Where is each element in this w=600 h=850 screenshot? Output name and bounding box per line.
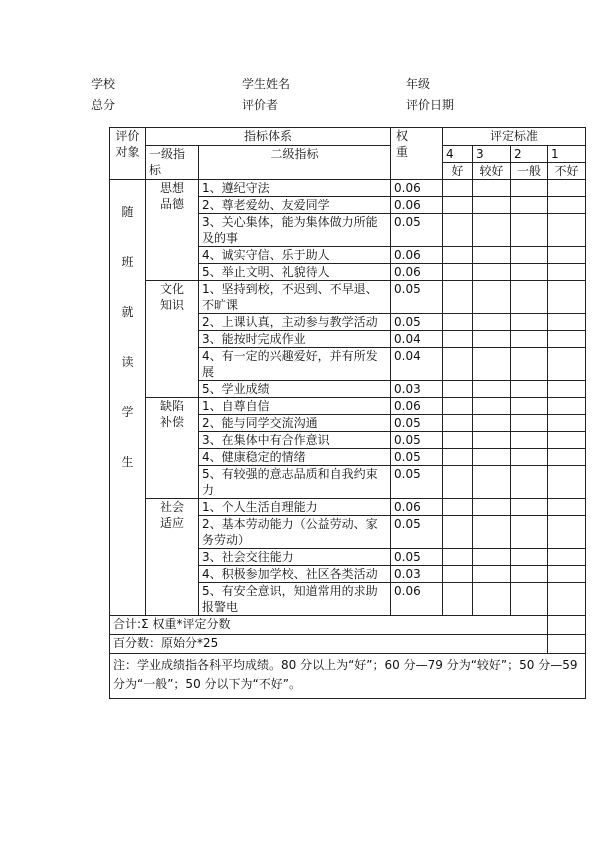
score-cell[interactable] [511, 566, 548, 583]
weight-value: 0.03 [391, 381, 443, 398]
score-cell[interactable] [511, 264, 548, 281]
weight-value: 0.04 [391, 331, 443, 348]
indicator-text: 4、健康稳定的情绪 [199, 449, 391, 466]
object-char: 就 [121, 305, 134, 319]
weight-value: 0.04 [391, 348, 443, 381]
indicator-text: 4、积极参加学校、社区各类活动 [199, 566, 391, 583]
score-cell[interactable] [443, 398, 473, 415]
score-cell[interactable] [511, 314, 548, 331]
score-cell[interactable] [443, 432, 473, 449]
score-cell[interactable] [473, 381, 511, 398]
score-cell[interactable] [473, 466, 511, 499]
score-cell[interactable] [548, 398, 586, 415]
indicator-text: 4、诚实守信、乐于助人 [199, 247, 391, 264]
total-score-label: 总分 [91, 98, 116, 112]
score-cell[interactable] [473, 566, 511, 583]
indicator-text: 1、自尊自信 [199, 398, 391, 415]
indicator-text: 3、关心集体，能为集体做力所能及的事 [199, 214, 391, 247]
score-cell[interactable] [443, 247, 473, 264]
score-cell[interactable] [511, 398, 548, 415]
score-cell[interactable] [511, 449, 548, 466]
indicator-text: 3、能按时完成作业 [199, 331, 391, 348]
score-2-label: 一般 [511, 163, 548, 180]
score-cell[interactable] [511, 214, 548, 247]
indicator-text: 4、有一定的兴趣爱好，并有所发展 [199, 348, 391, 381]
indicator-text: 3、在集体中有合作意识 [199, 432, 391, 449]
score-cell[interactable] [473, 247, 511, 264]
eval-object-header: 评价 对象 [110, 128, 146, 180]
weight-value: 0.05 [391, 549, 443, 566]
score-cell[interactable] [548, 415, 586, 432]
weight-value: 0.06 [391, 398, 443, 415]
total-row-label: 合计:Σ 权重*评定分数 [110, 616, 548, 635]
percent-row-label: 百分数：原始分*25 [110, 635, 548, 654]
score-cell[interactable] [511, 432, 548, 449]
score-cell[interactable] [548, 432, 586, 449]
score-cell[interactable] [473, 264, 511, 281]
score-cell[interactable] [473, 214, 511, 247]
score-cell[interactable] [548, 214, 586, 247]
score-cell[interactable] [511, 197, 548, 214]
score-cell[interactable] [443, 449, 473, 466]
weight-value: 0.06 [391, 180, 443, 197]
score-cell[interactable] [548, 381, 586, 398]
weight-value: 0.05 [391, 415, 443, 432]
score-cell[interactable] [473, 180, 511, 197]
score-4-num: 4 [443, 146, 473, 163]
indicator-text: 5、举止文明、礼貌待人 [199, 264, 391, 281]
standard-header: 评定标准 [443, 128, 586, 146]
score-cell[interactable] [511, 331, 548, 348]
score-cell[interactable] [443, 314, 473, 331]
weight-value: 0.05 [391, 281, 443, 314]
score-cell[interactable] [511, 499, 548, 516]
group-name: 文化 知识 [146, 281, 199, 398]
score-cell[interactable] [511, 247, 548, 264]
weight-value: 0.06 [391, 197, 443, 214]
weight-value: 0.05 [391, 314, 443, 331]
score-cell[interactable] [443, 381, 473, 398]
score-cell[interactable] [511, 381, 548, 398]
score-cell[interactable] [548, 264, 586, 281]
score-cell[interactable] [473, 432, 511, 449]
weight-value: 0.05 [391, 516, 443, 549]
student-name-label: 学生姓名 [242, 77, 291, 91]
score-cell[interactable] [511, 516, 548, 549]
score-cell[interactable] [473, 348, 511, 381]
score-cell[interactable] [511, 348, 548, 381]
indicator-text: 2、能与同学交流沟通 [199, 415, 391, 432]
weight-header: 权 重 [391, 128, 443, 180]
total-value-cell[interactable] [548, 616, 586, 635]
score-cell[interactable] [511, 415, 548, 432]
score-cell[interactable] [473, 583, 511, 616]
score-cell[interactable] [511, 466, 548, 499]
score-cell[interactable] [443, 415, 473, 432]
score-cell[interactable] [473, 398, 511, 415]
indicator-text: 1、个人生活自理能力 [199, 499, 391, 516]
weight-value: 0.05 [391, 466, 443, 499]
score-3-num: 3 [473, 146, 511, 163]
indicator-text: 2、基本劳动能力（公益劳动、家务劳动） [199, 516, 391, 549]
score-cell[interactable] [473, 516, 511, 549]
school-label: 学校 [91, 77, 116, 91]
level1-header: 一级指 标 [146, 146, 199, 180]
group-name: 思想 品德 [146, 180, 199, 281]
score-cell[interactable] [443, 331, 473, 348]
score-2-num: 2 [511, 146, 548, 163]
indicator-text: 5、学业成绩 [199, 381, 391, 398]
score-cell[interactable] [548, 180, 586, 197]
score-1-label: 不好 [548, 163, 586, 180]
eval-object-cell [110, 180, 146, 616]
level2-header: 二级指标 [199, 146, 391, 180]
score-cell[interactable] [443, 499, 473, 516]
score-cell[interactable] [443, 583, 473, 616]
weight-value: 0.06 [391, 499, 443, 516]
eval-date-label: 评价日期 [406, 98, 455, 112]
weight-value: 0.06 [391, 247, 443, 264]
score-cell[interactable] [473, 281, 511, 314]
score-cell[interactable] [548, 314, 586, 331]
score-cell[interactable] [511, 180, 548, 197]
weight-value: 0.06 [391, 264, 443, 281]
score-cell[interactable] [548, 331, 586, 348]
indicator-text: 2、上课认真，主动参与教学活动 [199, 314, 391, 331]
evaluation-table [109, 127, 586, 699]
score-cell[interactable] [511, 549, 548, 566]
score-cell[interactable] [548, 466, 586, 499]
indicator-text: 5、有安全意识，知道常用的求助报警电 [199, 583, 391, 616]
weight-value: 0.03 [391, 566, 443, 583]
score-cell[interactable] [443, 264, 473, 281]
score-cell[interactable] [548, 583, 586, 616]
score-cell[interactable] [443, 197, 473, 214]
score-cell[interactable] [443, 281, 473, 314]
score-1-num: 1 [548, 146, 586, 163]
score-cell[interactable] [511, 281, 548, 314]
object-char: 随 [121, 205, 134, 219]
score-4-label: 好 [443, 163, 473, 180]
object-char: 班 [121, 255, 134, 269]
indicator-system-header: 指标体系 [146, 128, 391, 146]
score-cell[interactable] [473, 314, 511, 331]
score-cell[interactable] [548, 566, 586, 583]
note-text: 注：学业成绩指各科平均成绩。80 分以上为“好”；60 分—79 分为“较好”；50 分—59 分为“一般”；50 分以下为“不好”。 [110, 654, 586, 699]
score-cell[interactable] [548, 247, 586, 264]
indicator-text: 3、社会交往能力 [199, 549, 391, 566]
score-cell[interactable] [443, 549, 473, 566]
score-cell[interactable] [548, 348, 586, 381]
evaluator-label: 评价者 [242, 98, 279, 112]
score-cell[interactable] [473, 197, 511, 214]
score-cell[interactable] [548, 449, 586, 466]
indicator-text: 5、有较强的意志品质和自我约束力 [199, 466, 391, 499]
score-cell[interactable] [548, 281, 586, 314]
score-cell[interactable] [473, 331, 511, 348]
score-cell[interactable] [511, 583, 548, 616]
score-cell[interactable] [473, 499, 511, 516]
weight-value: 0.05 [391, 214, 443, 247]
score-cell[interactable] [443, 566, 473, 583]
weight-value: 0.06 [391, 583, 443, 616]
object-char: 学 [121, 405, 134, 419]
indicator-text: 1、遵纪守法 [199, 180, 391, 197]
object-char: 生 [121, 455, 134, 469]
percent-value-cell[interactable] [548, 635, 586, 654]
score-cell[interactable] [443, 180, 473, 197]
indicator-text: 1、坚持到校，不迟到、不早退、不旷课 [199, 281, 391, 314]
score-cell[interactable] [548, 549, 586, 566]
score-cell[interactable] [473, 549, 511, 566]
score-cell[interactable] [473, 415, 511, 432]
group-name: 缺陷 补偿 [146, 398, 199, 499]
weight-value: 0.05 [391, 432, 443, 449]
score-cell[interactable] [443, 214, 473, 247]
group-name: 社会 适应 [146, 499, 199, 616]
object-char: 读 [121, 355, 134, 369]
score-cell[interactable] [443, 348, 473, 381]
score-cell[interactable] [443, 466, 473, 499]
indicator-text: 2、尊老爱幼、友爱同学 [199, 197, 391, 214]
score-3-label: 较好 [473, 163, 511, 180]
score-cell[interactable] [473, 449, 511, 466]
grade-label: 年级 [406, 77, 431, 91]
weight-value: 0.05 [391, 449, 443, 466]
score-cell[interactable] [548, 499, 586, 516]
score-cell[interactable] [443, 516, 473, 549]
score-cell[interactable] [548, 516, 586, 549]
score-cell[interactable] [548, 197, 586, 214]
